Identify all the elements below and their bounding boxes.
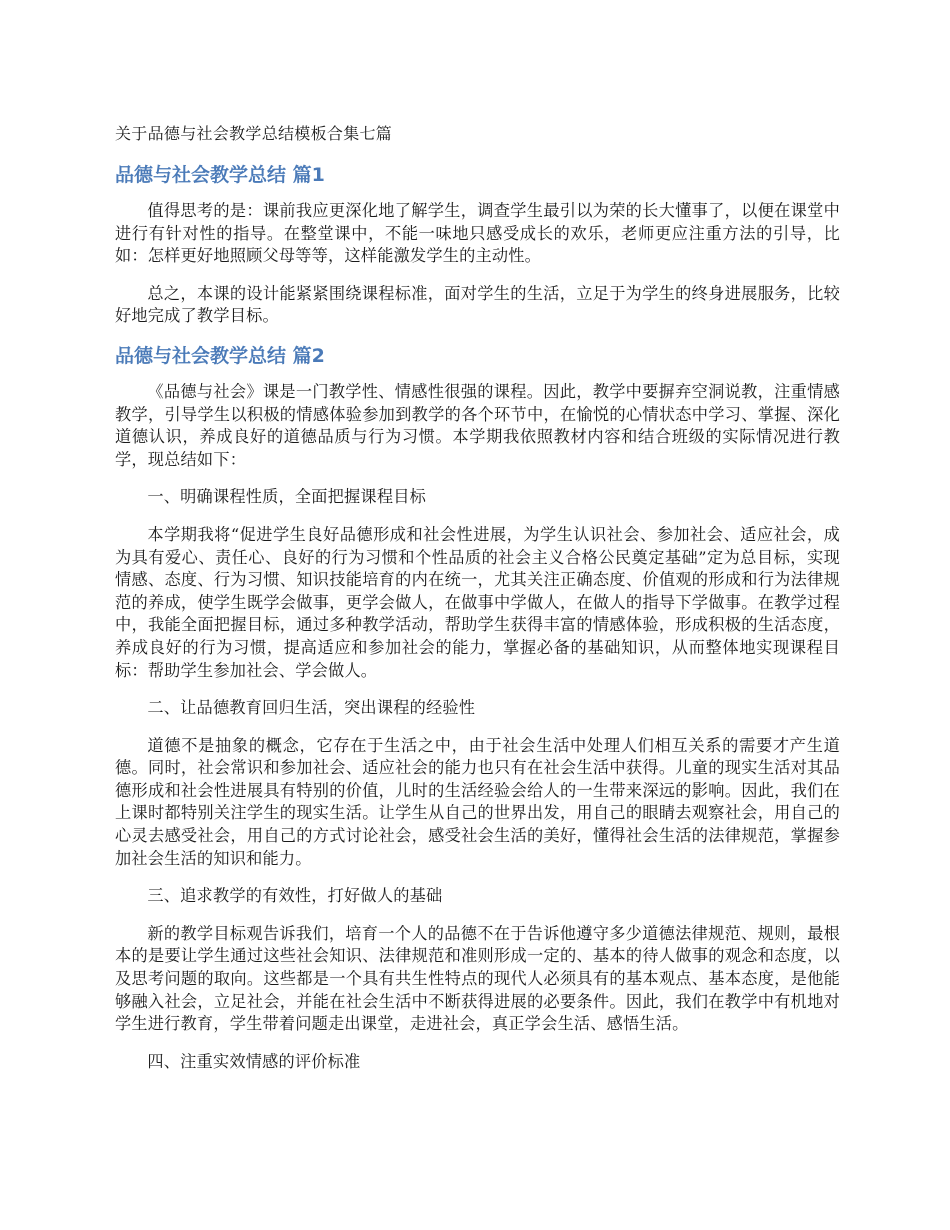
paragraph: 总之，本课的设计能紧紧围绕课程标准，面对学生的生活，立足于为学生的终身进展服务，比较好地完成了教学目标。 [115, 283, 840, 326]
section-1 [115, 162, 840, 328]
paragraph: 本学期我将“促进学生良好品德形成和社会性进展，为学生认识社会、参加社会、适应社会，成为具有爱心、责任心、良好的行为习惯和个性品质的社会主义合格公民奠定基础”定为总目标，实现情感、态度、行为习惯、知识技能培育的内在统一，尤其关注正确态度、价值观的形成和行为法律规范的养成，使学生既学会做事，更学会做人，在做事中学做人，在做人的指导下学做事。在教学过程中，我能全面把握目标，通过多种教学活动，帮助学生获得丰富的情感体验，形成积极的生活态度，养成良好的行为习惯，提高适应和参加社会的能力，掌握必备的基础知识，从而整体地实现课程目标：帮助学生参加社会、学会做人。 [115, 524, 840, 680]
paragraph: 值得思考的是：课前我应更深化地了解学生，调查学生最引以为荣的长大懂事了，以便在课堂中进行有针对性的指导。在整堂课中，不能一味地只感受成长的欢乐，老师更应注重方法的引导，比如：怎样更好地照顾父母等等，这样能激发学生的主动性。 [115, 201, 840, 266]
paragraph: 道德不是抽象的概念，它存在于生活之中，由于社会生活中处理人们相互关系的需要才产生道德。同时，社会常识和参加社会、适应社会的能力也只有在社会生活中获得。儿童的现实生活对其品德形成和社会性进展具有特别的价值，儿时的生活经验会给人的一生带来深远的影响。因此，我们在上课时都特别关注学生的现实生活。让学生从自己的世界出发，用自己的眼睛去观察社会，用自己的心灵去感受社会，用自己的方式讨论社会，感受社会生活的美好，懂得社会生活的法律规范，掌握参加社会生活的知识和能力。 [115, 735, 840, 868]
subheading-paragraph: 三、追求教学的有效性，打好做人的基础 [147, 886, 443, 906]
section-heading: 品德与社会教学总结 篇1 [115, 164, 325, 186]
subheading-paragraph: 二、让品德教育回归生活，突出课程的经验性 [147, 698, 476, 718]
subheading-paragraph: 一、明确课程性质，全面把握课程目标 [147, 487, 426, 507]
paragraph: 《品德与社会》课是一门教学性、情感性很强的课程。因此，教学中要摒弃空洞说教，注重情感教学，引导学生以积极的情感体验参加到教学的各个环节中，在愉悦的心情状态中学习、掌握、深化道德认识，养成良好的道德品质与行为习惯。本学期我依照教材内容和结合班级的实际情况进行教学，现总结如下： [115, 381, 840, 469]
subheading-paragraph: 四、注重实效情感的评价标准 [147, 1051, 361, 1071]
paragraph: 新的教学目标观告诉我们，培育一个人的品德不在于告诉他遵守多少道德法律规范、规则，最根本的是要让学生通过这些社会知识、法律规范和准则形成一定的、基本的待人做事的观念和态度，以及思考问题的取向。这些都是一个具有共生性特点的现代人必须具有的基本观点、基本态度，是他能够融入社会，立足社会，并能在社会生活中不断获得进展的必要条件。因此，我们在教学中有机地对学生进行教育，学生带着问题走出课堂，走进社会，真正学会生活、感悟生活。 [115, 923, 840, 1034]
section-heading: 品德与社会教学总结 篇2 [115, 344, 325, 367]
document-page [115, 122, 840, 1088]
document-title: 关于品德与社会教学总结模板合集七篇 [115, 124, 393, 143]
section-2 [115, 343, 840, 1073]
